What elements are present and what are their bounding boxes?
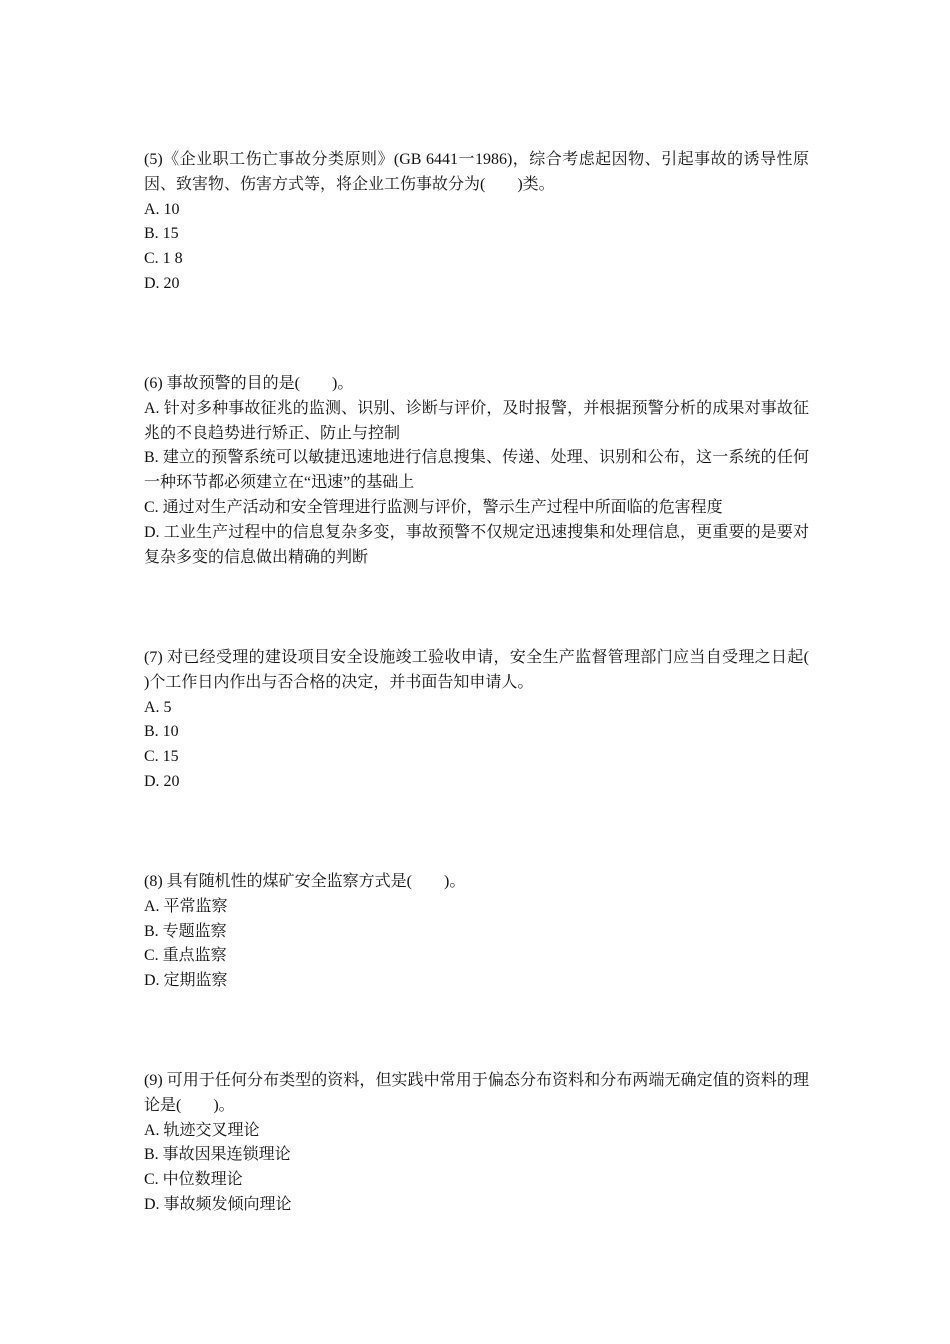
option-b: B. 事故因果连锁理论 <box>144 1146 291 1164</box>
question-stem: (6) 事故预警的目的是( )。 <box>144 375 354 392</box>
option-c: C. 1 8 <box>144 250 183 268</box>
question-9 <box>144 1069 809 1218</box>
option-b: B. 专题监察 <box>144 922 227 940</box>
option-d: D. 20 <box>144 274 180 292</box>
option-b: B. 15 <box>144 225 179 243</box>
question-5 <box>144 148 809 297</box>
question-stem: (7) 对已经受理的建设项目安全设施竣工验收申请，安全生产监督管理部门应当自受理之日起( )个工作日内作出与否合格的决定，并书面告知申请人。 <box>144 649 842 691</box>
option-d: D. 事故频发倾向理论 <box>144 1195 292 1213</box>
option-a: A. 针对多种事故征兆的监测、识别、诊断与评价，及时报警，并根据预警分析的成果对事故征兆的不良趋势进行矫正、防止与控制 <box>144 399 809 442</box>
question-stem: (9) 可用于任何分布类型的资料，但实践中常用于偏态分布资料和分布两端无确定值的资料的理论是( )。 <box>144 1072 809 1114</box>
option-c: C. 通过对生产活动和安全管理进行监测与评价，警示生产过程中所面临的危害程度 <box>144 498 723 516</box>
option-a: A. 平常监察 <box>144 897 228 915</box>
option-d: D. 20 <box>144 772 180 790</box>
option-c: C. 中位数理论 <box>144 1171 243 1189</box>
option-a: A. 10 <box>144 200 180 218</box>
option-c: C. 重点监察 <box>144 947 227 965</box>
option-c: C. 15 <box>144 748 179 766</box>
option-a: A. 轨迹交叉理论 <box>144 1121 260 1139</box>
question-7 <box>144 646 842 795</box>
option-d: D. 工业生产过程中的信息复杂多变，事故预警不仅规定迅速搜集和处理信息，更重要的是要对复杂多变的信息做出精确的判断 <box>144 523 809 566</box>
question-6 <box>144 372 809 570</box>
option-b: B. 10 <box>144 723 179 741</box>
option-d: D. 定期监察 <box>144 972 228 990</box>
question-8 <box>144 870 809 994</box>
question-stem: (5)《企业职工伤亡事故分类原则》(GB 6441一1986)，综合考虑起因物、引起事故的诱导性原因、致害物、伤害方式等，将企业工伤事故分为( )类。 <box>144 151 809 193</box>
question-stem: (8) 具有随机性的煤矿安全监察方式是( )。 <box>144 873 466 890</box>
option-b: B. 建立的预警系统可以敏捷迅速地进行信息搜集、传递、处理、识别和公布，这一系统的任何一种环节都必须建立在“迅速”的基础上 <box>144 449 809 492</box>
option-a: A. 5 <box>144 698 172 716</box>
